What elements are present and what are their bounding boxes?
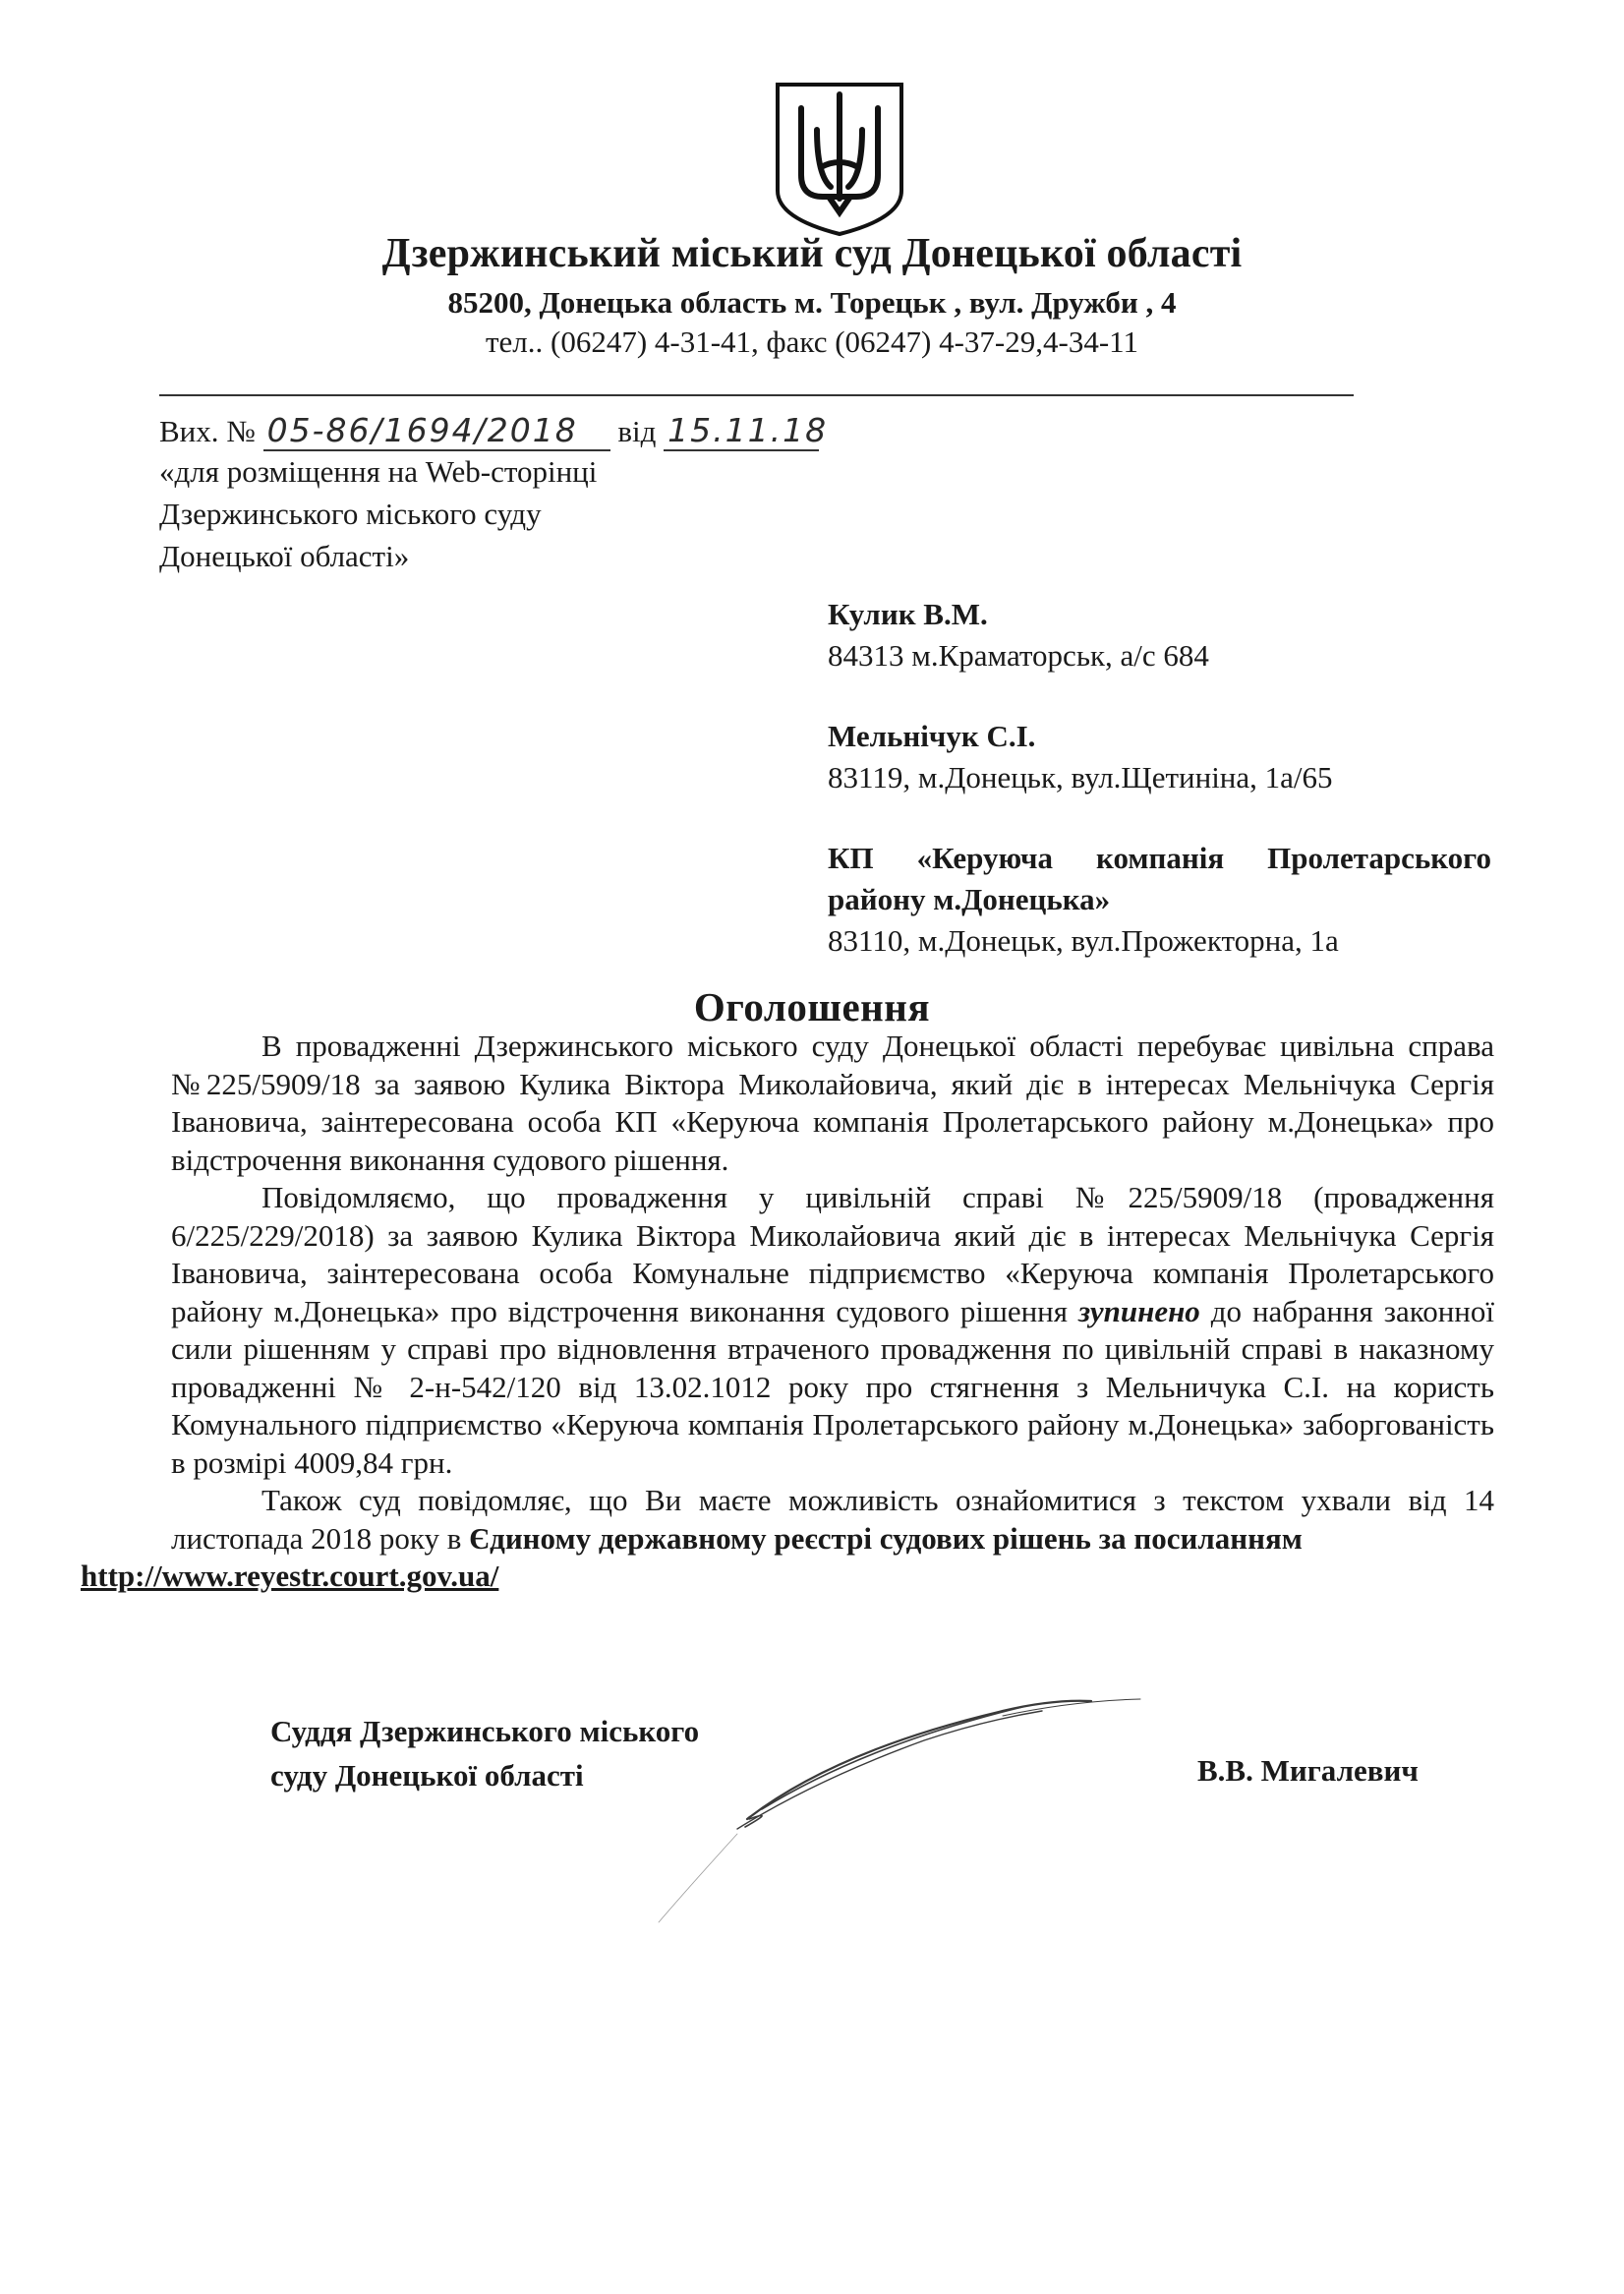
outgoing-date: 15.11.18 [667,411,829,449]
outgoing-number-line [159,411,829,451]
trident-coat-of-arms-icon [772,81,907,238]
recipient [828,594,1491,676]
web-note-line: Дзержинського міського суду [159,497,542,531]
judge-position-line: суду Донецької області [270,1758,584,1793]
handwritten-signature [629,1672,1160,1927]
registry-link[interactable]: http://www.reyestr.court.gov.ua/ [81,1559,499,1593]
recipient [828,716,1491,798]
recipients-block [828,594,1491,1001]
announcement-paragraph: В провадженні Дзержинського міського суду Донецької області перебуває цивільна справа №225/5909/18 за заявою Кулика Віктора Миколайовича, який діє в інтересах Мельнічука Сергія Івановича, заінтересована особа КП «Керуюча компанія Пролетарського району м.Донецька» про відстрочення виконання судового рішення. [171,1029,1494,1177]
recipient-address: 84313 м.Краматорськ, а/с 684 [828,638,1209,673]
announcement-paragraph [171,1179,1494,1482]
recipient [828,838,1491,962]
court-phones: тел.. (06247) 4-31-41, факс (06247) 4-37-29,4-34-11 [485,324,1138,359]
court-address: 85200, Донецька область м. Торецьк , вул. Дружби , 4 [447,285,1177,320]
outgoing-number: 05-86/1694/2018 [266,411,578,449]
judge-position-line: Суддя Дзержинського міського [270,1714,700,1748]
registry-reference: Єдиному державному реєстрі судових рішень за посиланням [469,1520,1303,1556]
paragraph-text: Також суд повідомляє, що Ви маєте можливість ознайомитися з текстом ухвали від 14 листопада 2018 року в [171,1483,1494,1556]
outgoing-label: Вих. № [159,414,256,448]
announcement-title: Оголошення [693,984,931,1029]
recipient-name: Мельнічук С.І. [828,719,1036,753]
outgoing-from-label: від [617,414,657,448]
letterhead-divider [159,394,1354,396]
recipient-name [828,838,1491,879]
recipient-name: Кулик В.М. [828,597,988,631]
announcement-body [81,1028,1494,1596]
court-name: Дзержинський міський суд Донецької області [381,231,1243,276]
recipient-address: 83110, м.Донецьк, вул.Прожекторна, 1а [828,923,1339,958]
paragraph-text: Повідомляємо, що провадження у цивільній справі №225/5909/18 (провадження 6/225/229/2018) за заявою Кулика Віктора Миколайовича який діє в інтересах Мельнічука Сергія Івановича, заінтересована особа Комунальне підприємство «Керуюча компанія Пролетарського району м.Донецька» про відстрочення виконання судового рішення [171,1180,1494,1328]
recipient-address: 83119, м.Донецьк, вул.Щетиніна, 1а/65 [828,760,1333,794]
recipient-name: району м.Донецька» [828,882,1111,916]
web-note-line: Донецької області» [159,539,410,573]
web-publication-note [159,450,597,577]
recipient-name-line: КП «Керуюча компанія Пролетарського [828,841,1491,875]
judge-name: В.В. Мигалевич [1197,1753,1419,1788]
emphasis-text: зупинено [1077,1293,1200,1328]
announcement-paragraph [81,1482,1494,1596]
web-note-line: «для розміщення на Web-сторінці [159,454,598,489]
paragraph-text: до набрання законної сили рішенням у справі про відновлення втраченого провадження по цивільній справі в наказному провадженні № 2-н-542/120 від 13.02.1012 року про стягнення з Мельничука С.І. на користь Комунального підприємство «Керуюча компанія Пролетарського району м.Донецька» заборгованість в розмірі 4009,84 грн. [171,1293,1494,1480]
